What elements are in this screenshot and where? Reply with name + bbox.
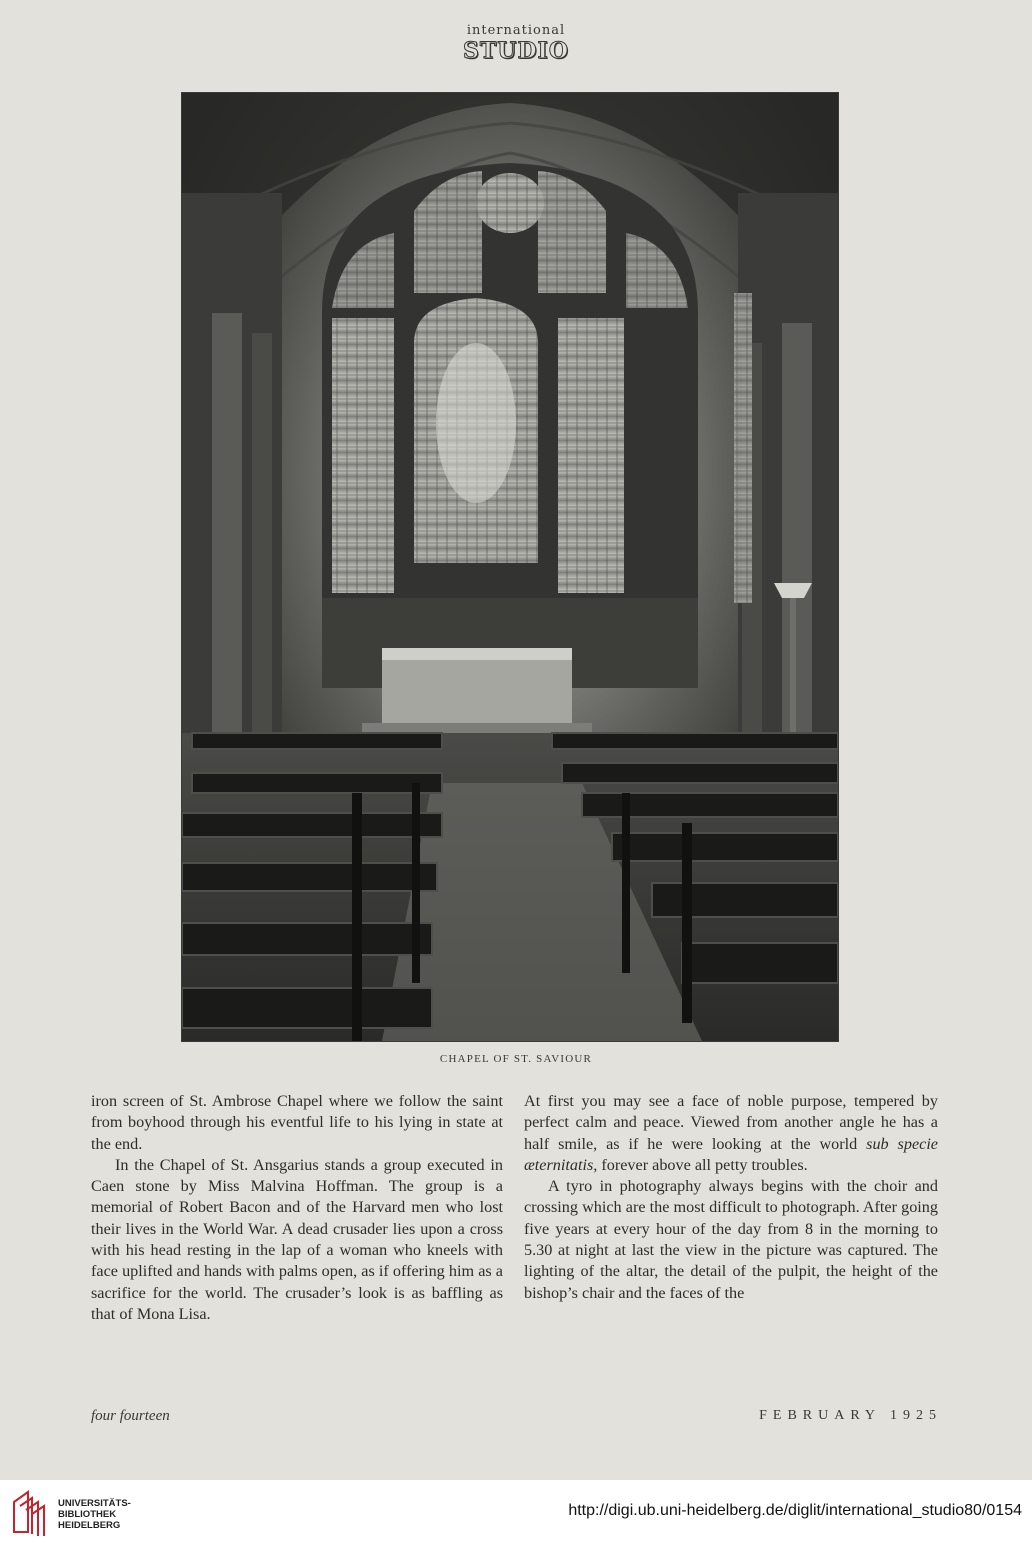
latin-phrase: sub specie æternitatis, — [524, 1134, 938, 1174]
right-paragraph-1-text-a: At first you may see a face of noble purpose, tempered by perfect calm and peace. Viewed from another angle he has a half smile, as if he were looking at the world — [524, 1092, 938, 1153]
right-column — [524, 1091, 938, 1304]
masthead-international: international — [466, 23, 566, 38]
right-paragraph-2: A tyro in photography always begins with the choir and crossing which are the most difficult to photograph. After going five years at every hour of the day from 8 in the morning to 5.30 at night at last the view in the picture was captured. The lighting of the altar, the detail of the pulpit, the height of the bishop’s chair and the faces of the — [524, 1177, 938, 1302]
source-url-link[interactable]: http://digi.ub.uni-heidelberg.de/diglit/international_studio80/0154 — [568, 1502, 1022, 1519]
page-number-label: four fourteen — [91, 1408, 170, 1424]
left-paragraph-1: iron screen of St. Ambrose Chapel where we follow the saint from boyhood through his eventful life to his lying in state at the end. — [91, 1092, 503, 1153]
right-paragraph-1-text-b: forever above all petty troubles. — [597, 1155, 808, 1174]
left-paragraph-2: In the Chapel of St. Ansgarius stands a group executed in Caen stone by Miss Malvina Hoffman. The group is a memorial of Robert Bacon and of the Harvard men who lost their lives in the World War. A dead crusader lies upon a cross with his head resting in the lap of a woman who kneels with face uplifted and hands with palms open, as if offering him as a sacrifice for the world. The crusader’s look is as baffling as that of Mona Lisa. — [91, 1155, 503, 1323]
left-column — [91, 1091, 503, 1325]
library-logo-icon — [10, 1488, 50, 1538]
masthead-studio: STUDIO — [463, 38, 569, 64]
chapel-photograph — [181, 92, 839, 1042]
library-name — [58, 1498, 131, 1531]
library-bar — [0, 1480, 1032, 1553]
right-paragraph-1 — [524, 1091, 938, 1176]
library-name-line-3: HEIDELBERG — [58, 1520, 121, 1531]
masthead — [0, 24, 1032, 62]
photo-caption: CHAPEL OF ST. SAVIOUR — [439, 1053, 593, 1065]
library-name-line-1: UNIVERSITÄTS- — [58, 1498, 131, 1509]
library-name-line-2: BIBLIOTHEK — [58, 1509, 117, 1520]
issue-date: FEBRUARY 1925 — [759, 1408, 942, 1423]
